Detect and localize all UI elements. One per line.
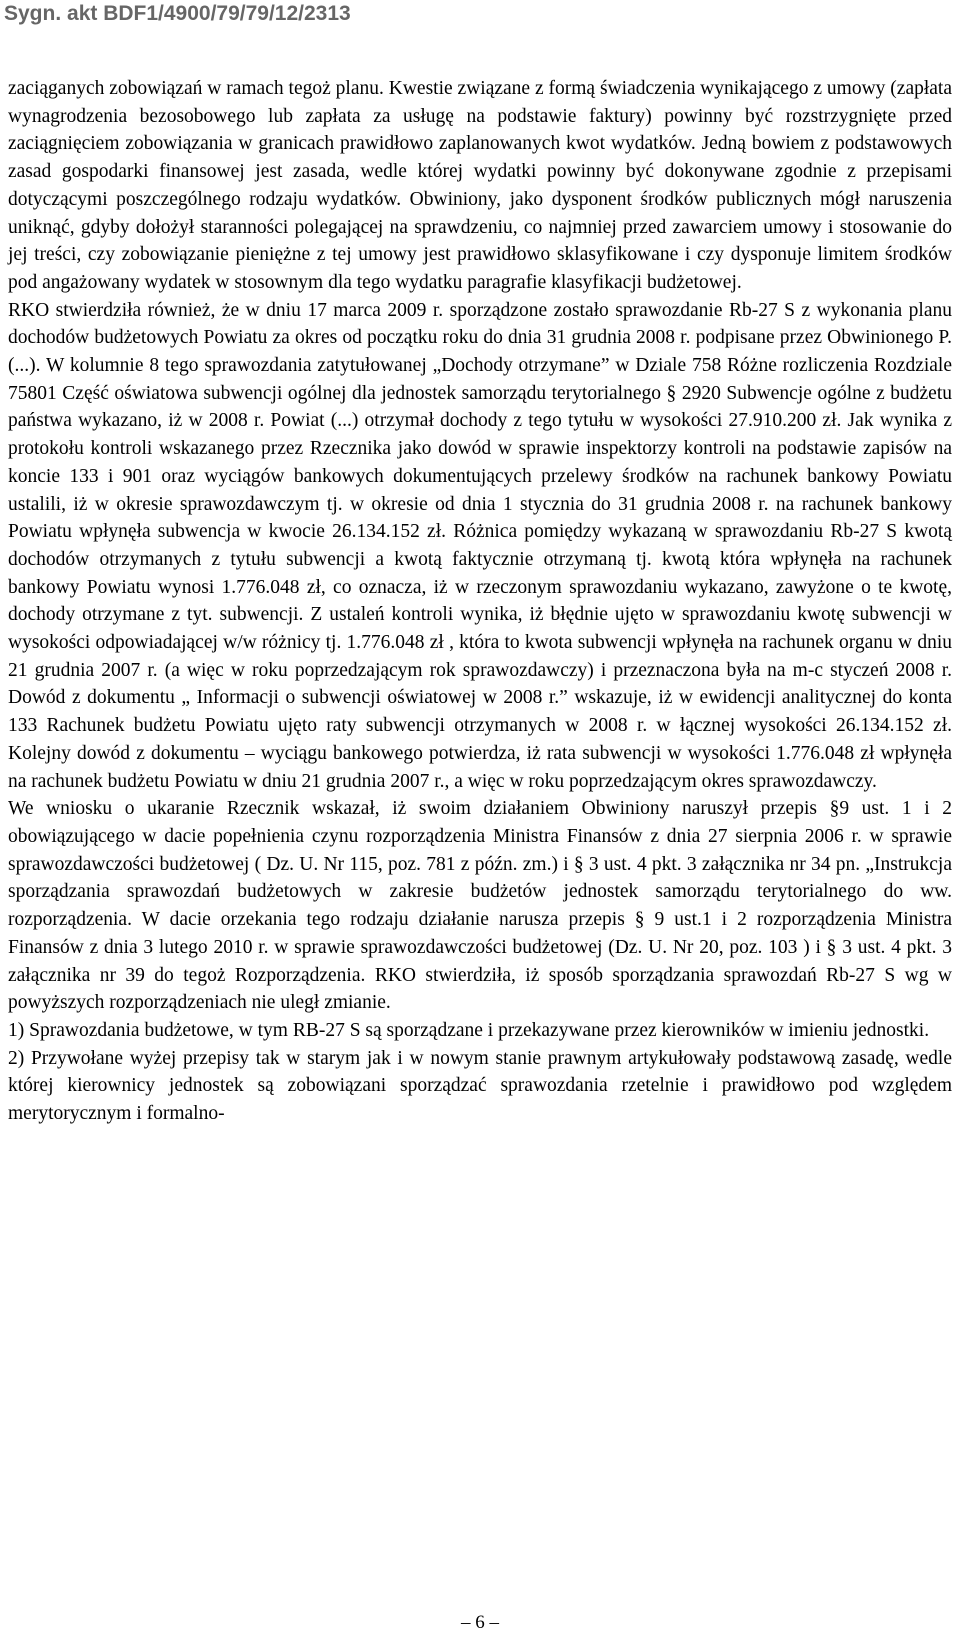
paragraph-3: We wniosku o ukaranie Rzecznik wskazał, iż swoim działaniem Obwiniony naruszył przepis §9 ust. 1 i 2 obowiązującego w dacie popełnienia czynu rozporządzenia Ministra Finansów z dnia 27 sierpnia 2006 r. w sprawie sprawozdawczości budżetowej ( Dz. U. Nr 115, poz. 781 z późn. zm.) i § 3 ust. 4 pkt. 3 załącznika nr 34 pn. „Instrukcja sporządzania sprawozdań budżetowych w zakresie budżetów jednostek samorządu terytorialnego do ww. rozporządzenia. W dacie orzekania tego rodzaju działanie narusza przepis § 9 ust.1 i 2 rozporządzenia Ministra Finansów z dnia 3 lutego 2010 r. w sprawie sprawozdawczości budżetowej (Dz. U. Nr 20, poz. 103 ) i § 3 ust. 4 pkt. 3 załącznika nr 39 do tegoż Rozporządzenia. RKO stwierdziła, iż sposób sporządzania sprawozdań Rb-27 S wg w powyższych rozporządzeniach nie uległ zmianie.	[8, 798, 952, 1014]
document-body	[8, 75, 952, 1128]
paragraph-2: RKO stwierdziła również, że w dniu 17 marca 2009 r. sporządzone zostało sprawozdanie Rb-27 S z wykonania planu dochodów budżetowych Powiatu za okres od początku roku do dnia 31 grudnia 2008 r. podpisane przez Obwinionego P. (...). W kolumnie 8 tego sprawozdania zatytułowanej „Dochody otrzymane” w Dziale 758 Różne rozliczenia Rozdziale 75801 Część oświatowa subwencji ogólnej dla jednostek samorządu terytorialnego § 2920 Subwencje ogólne z budżetu państwa wykazano, iż w 2008 r. Powiat (...) otrzymał dochody z tego tytułu w wysokości 27.910.200 zł. Jak wynika z protokołu kontroli wskazanego przez Rzecznika jako dowód w sprawie inspektorzy kontroli na podstawie zapisów na koncie 133 i 901 oraz wyciągów bankowych dokumentujących przelewy środków na rachunek bankowy Powiatu ustalili, iż w okresie sprawozdawczym tj. w okresie od dnia 1 stycznia do 31 grudnia 2008 r. na rachunek bankowy Powiatu wpłynęła subwencja w kwocie 26.134.152 zł. Różnica pomiędzy wykazaną w sprawozdaniu Rb-27 S kwotą dochodów otrzymanych z tytułu subwencji a kwotą faktycznie otrzymaną tj. kwotą która wpłynęła na rachunek bankowy Powiatu wynosi 1.776.048 zł, co oznacza, iż w rzeczonym sprawozdaniu wykazano, zawyżone o te kwotę, dochody otrzymane z tyt. subwencji. Z ustaleń kontroli wynika, iż błędnie ujęto w sprawozdaniu kwotę subwencji w wysokości odpowiadającej w/w różnicy tj. 1.776.048 zł , która to kwota subwencji wpłynęła na rachunek organu w dniu 21 grudnia 2007 r. (a więc w roku poprzedzającym rok sprawozdawczy) i przeznaczona była na m-c styczeń 2008 r. Dowód z dokumentu „ Informacji o subwencji oświatowej w 2008 r.” wskazuje, iż w ewidencji analitycznej do konta 133 Rachunek budżetu Powiatu ujęto raty subwencji otrzymanych w 2008 r. w łącznej wysokości 26.134.152 zł. Kolejny dowód z dokumentu – wyciągu bankowego potwierdza, iż rata subwencji w wysokości 1.776.048 zł wpłynęła na rachunek budżetu Powiatu w dniu 21 grudnia 2007 r., a więc w roku poprzedzającym okres sprawozdawczy.	[8, 299, 952, 792]
list-item-1: 1) Sprawozdania budżetowe, w tym RB-27 S są sporządzane i przekazywane przez kierowników w imieniu jednostki.	[8, 1019, 930, 1041]
list-item-2: 2) Przywołane wyżej przepisy tak w starym jak i w nowym stanie prawnym artykułowały podstawową zasadę, wedle której kierownicy jednostek są zobowiązani sporządzać sprawozdania rzetelnie i prawidłowo pod względem merytorycznym i formalno-	[8, 1047, 952, 1125]
page-number: – 6 –	[461, 1612, 499, 1633]
paragraph-1: zaciąganych zobowiązań w ramach tegoż planu. Kwestie związane z formą świadczenia wynikającego z umowy (zapłata wynagrodzenia bezosobowego lub zapłata za usługę na podstawie faktury) powinny być rozstrzygnięte przed zaciągnięciem zobowiązania w granicach prawidłowo zaplanowanych kwot wydatków. Jedną bowiem z podstawowych zasad gospodarki finansowej jest zasada, wedle której wydatki powinny być dokonywane zgodnie z przepisami dotyczącymi poszczególnego rodzaju wydatków. Obwiniony, jako dysponent środków publicznych mógł naruszenia uniknąć, gdyby dołożył staranności polegającej na sprawdzeniu, co najmniej przed zawarciem umowy i stosowanie do jej treści, czy zobowiązanie pieniężne z tej umowy jest prawidłowo sklasyfikowane i czy dysponuje limitem środków pod angażowany wydatek w stosownym dla tego wydatku paragrafie klasyfikacji budżetowej.	[8, 78, 952, 293]
case-signature-header: Sygn. akt BDF1/4900/79/79/12/2313	[4, 2, 351, 25]
